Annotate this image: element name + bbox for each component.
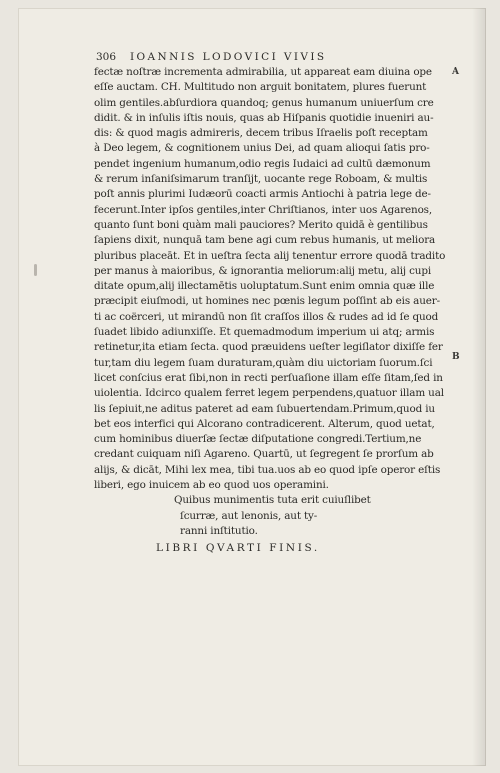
text-line: didit. & in inſulis iſtis nouis, quas ab Hiſpanis quotidie inueniri au- — [94, 111, 434, 124]
text-line: poſt annis plurimi Iudæorū coacti armis Antiochi à patria lege de- — [94, 188, 431, 201]
text-line: liberi, ego inuicem ab eo quod uos operamini. — [94, 479, 329, 492]
text-line: à Deo legem, & cognitionem unius Dei, ad quam alioqui ſatis pro- — [94, 142, 430, 155]
text-line: quanto ſunt boni quàm mali pauciores? Merito quidā è gentilibus — [94, 218, 428, 231]
text-line: præcipit eiuſmodi, ut homines nec pœnis legum poſſint ab eis auer- — [94, 295, 440, 308]
text-line: ditate opum,alij illectamētis uoluptatum.Sunt enim omnia quæ ille — [94, 280, 435, 293]
text-line: ſapiens dixit, nunquā tam bene agi cum rebus humanis, ut meliora — [94, 234, 436, 247]
text-line: pendet ingenium humanum,odio regis Iudaici ad cultū dæmonum — [94, 157, 431, 170]
closing-line: Quibus munimentis tuta erit cuiuſlibet — [174, 494, 371, 507]
text-line: cum hominibus diuerſæ ſectæ diſputatione congredi.Tertium,ne — [94, 433, 422, 446]
text-line: bet eos interfici qui Alcorano contradicerent. Alterum, quod uetat, — [94, 417, 435, 430]
text-line: tur,tam diu legem ſuam duraturam,quàm diu uictoriam ſuorum.ſci — [94, 356, 433, 369]
running-title: IOANNIS LODOVICI VIVIS — [130, 51, 327, 63]
text-line: lis ſepiuit,ne aditus pateret ad eam ſubuertendam.Primum,quod iu — [94, 402, 435, 415]
margin-note-a: A — [452, 67, 459, 77]
text-line: retinetur,ita etiam ſecta. quod præuidens ueſter legiſlator dixiſſe fer — [94, 341, 443, 354]
margin-mark — [34, 264, 37, 276]
page-header — [96, 51, 456, 65]
closing-line: ranni inſtitutio. — [180, 524, 258, 537]
text-line: licet conſcius erat ſibi,non in recti perſuaſione illam eſſe ſitam,ſed in — [94, 371, 443, 384]
margin-note-b: B — [452, 352, 460, 362]
text-line: alijs, & dicāt, Mihi lex mea, tibi tua.uos ab eo quod ipſe operor eſtis — [94, 463, 441, 476]
text-line: credant cuiquam niſi Agareno. Quartū, ut ſegregent ſe prorſum ab — [94, 448, 434, 461]
text-line: uiolentia. Idcirco qualem ferret legem perpendens,quatuor illam ual — [94, 387, 444, 400]
text-line: fectæ noſtræ incrementa admirabilia, ut appareat eam diuina ope — [94, 66, 432, 78]
text-line: fecerunt.Inter ipſos gentiles,inter Chriſtianos, inter uos Agarenos, — [94, 203, 433, 216]
text-line: dis: & quod magis admireris, decem tribus Iſraelis poſt receptam — [94, 127, 428, 140]
folio-number: 306 — [96, 51, 117, 63]
main-text — [94, 65, 474, 539]
closing-line: ſcurræ, aut lenonis, aut ty- — [180, 509, 318, 522]
book-end-colophon: LIBRI QVARTI FINIS. — [156, 542, 320, 554]
text-line: per manus à maioribus, & ignorantia meliorum:alij metu, alij cupi — [94, 264, 432, 277]
text-line: eſſe auctam. CH. Multitudo non arguit bonitatem, plures fuerunt — [94, 81, 427, 94]
text-line: olim gentiles.abſurdiora quandoq; genus humanum uniuerſum cre — [94, 96, 434, 109]
text-line: ti ac coërceri, ut mirandū non ſit craſſos illos & rudes ad id ſe quod — [94, 310, 439, 323]
text-line: pluribus placeāt. Et in ueſtra ſecta alij tenentur errore quodā tradito — [94, 249, 446, 262]
text-line: ſuadet libido adiunxiſſe. Et quemadmodum imperium ui atq; armis — [94, 326, 435, 339]
text-line: & rerum inſaniſsimarum tranſijt, uocante rege Roboam, & multis — [94, 173, 428, 186]
